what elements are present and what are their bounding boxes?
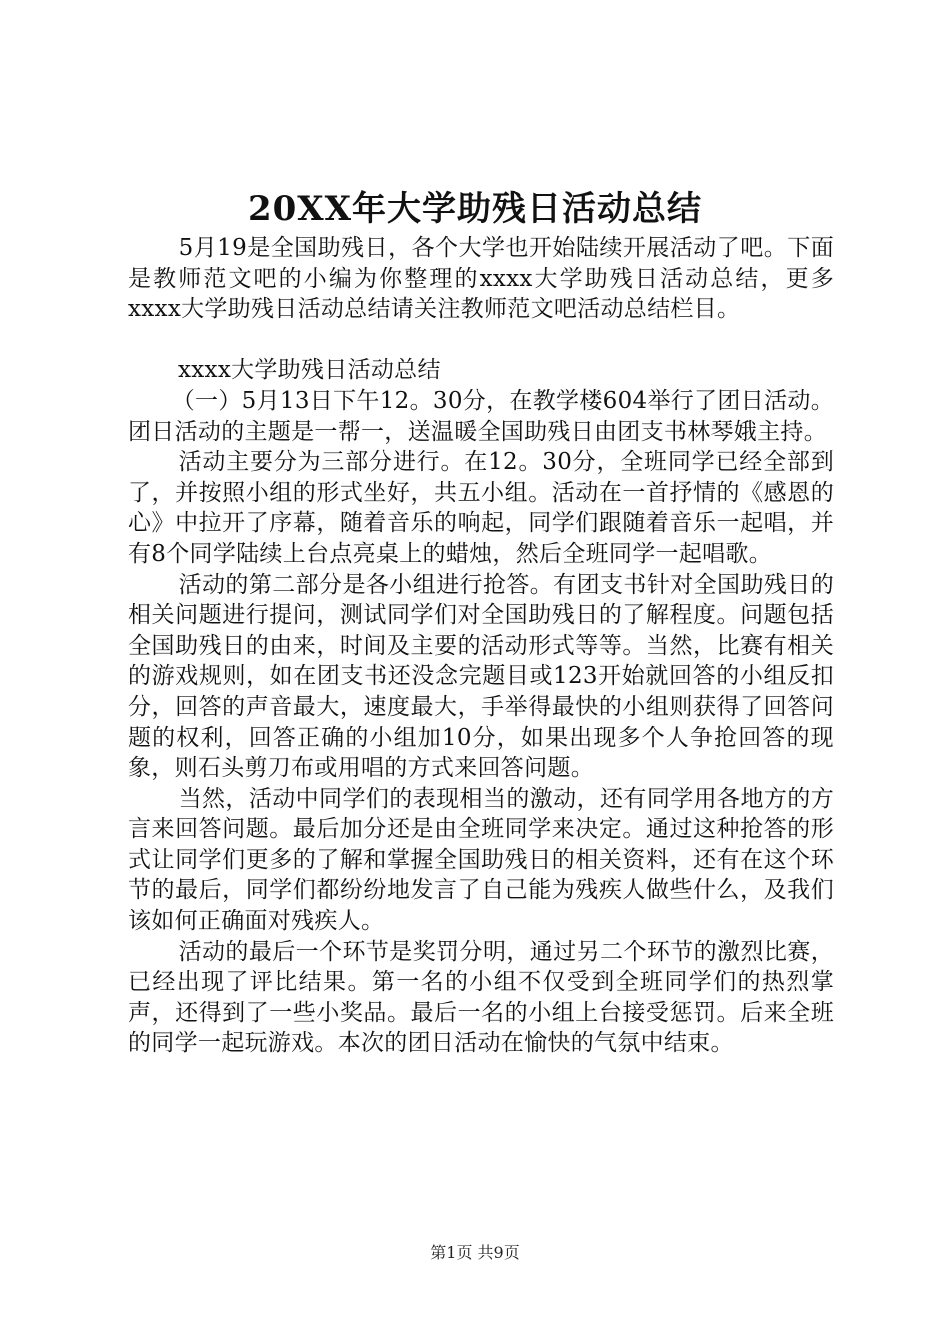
section-subheading: xxxx大学助残日活动总结 [178, 357, 441, 384]
page-footer: 第1页 共9页 [430, 1243, 520, 1262]
document-body [128, 233, 834, 1059]
paragraph-2: 活动主要分为三部分进行。在12。30分，全班同学已经全部到了，并按照小组的形式坐好，共五小组。活动在一首抒情的《感恩的心》中拉开了序幕，随着音乐的响起，同学们跟随着音乐一起唱，并有8个同学陆续上台点亮桌上的蜡烛，然后全班同学一起唱歌。 [128, 449, 834, 567]
paragraph-4: 当然，活动中同学们的表现相当的激动，还有同学用各地方的方言来回答问题。最后加分还是由全班同学来决定。通过这种抢答的形式让同学们更多的了解和掌握全国助残日的相关资料，还有在这个环节的最后，同学们都纷纷地发言了自己能为残疾人做些什么，及我们该如何正确面对残疾人。 [128, 785, 834, 935]
intro-paragraph: 5月19是全国助残日，各个大学也开始陆续开展活动了吧。下面是教师范文吧的小编为你整理的xxxx大学助残日活动总结，更多xxxx大学助残日活动总结请关注教师范文吧活动总结栏目。 [128, 235, 834, 323]
paragraph-5: 活动的最后一个环节是奖罚分明，通过另二个环节的激烈比赛，已经出现了评比结果。第一名的小组不仅受到全班同学们的热烈掌声，还得到了一些小奖品。最后一名的小组上台接受惩罚。后来全班的同学一起玩游戏。本次的团日活动在愉快的气氛中结束。 [128, 938, 834, 1057]
paragraph-1: （一）5月13日下午12。30分，在教学楼604举行了团日活动。团日活动的主题是一帮一，送温暖全国助残日由团支书林琴娥主持。 [128, 387, 834, 445]
document-title: 20XX年大学助残日活动总结 [247, 189, 703, 229]
paragraph-3: 活动的第二部分是各小组进行抢答。有团支书针对全国助残日的相关问题进行提问，测试同学们对全国助残日的了解程度。问题包括全国助残日的由来，时间及主要的活动形式等等。当然，比赛有相关的游戏规则，如在团支书还没念完题目或123开始就回答的小组反扣分，回答的声音最大，速度最大，手举得最快的小组则获得了回答问题的权利，回答正确的小组加10分，如果出现多个人争抢回答的现象，则石头剪刀布或用唱的方式来回答问题。 [128, 571, 834, 782]
